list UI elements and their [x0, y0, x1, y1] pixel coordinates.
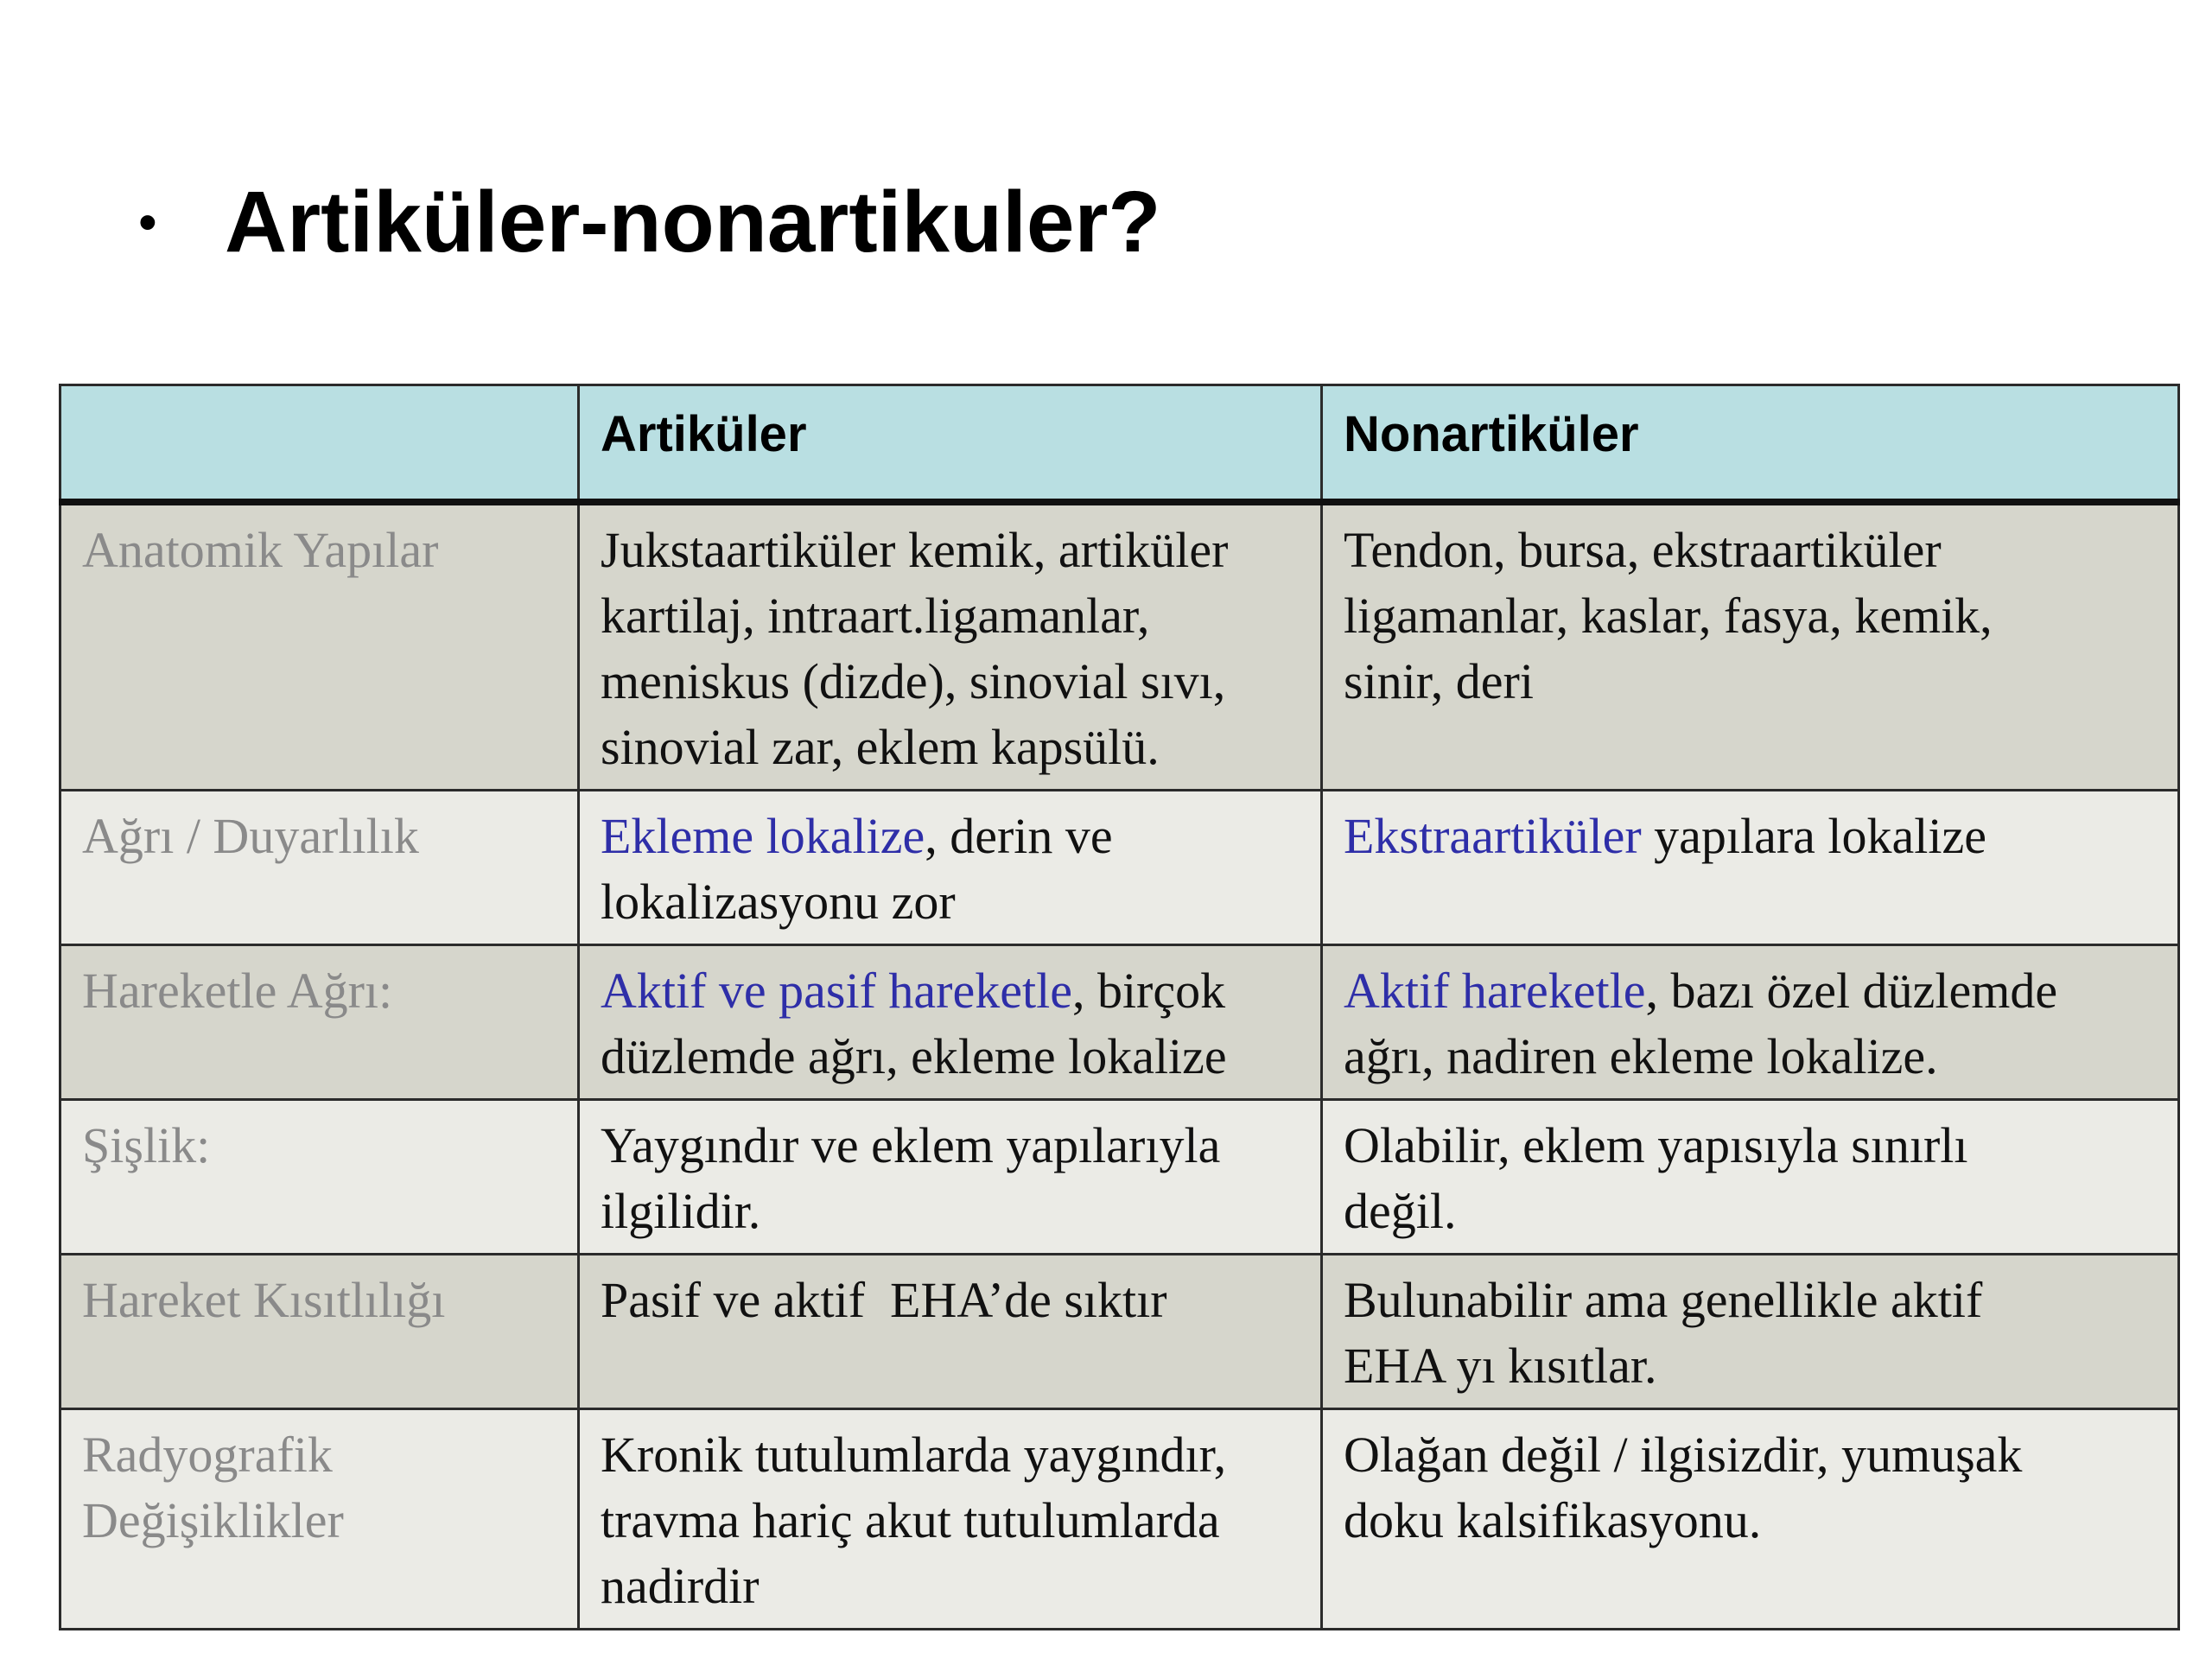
cell-line: travma hariç akut tutulumlarda: [601, 1492, 1220, 1548]
highlight-text: Ekleme lokalize: [601, 808, 925, 864]
row-label-text: Anatomik Yapılar: [82, 522, 439, 578]
comparison-table: [59, 384, 2180, 1630]
nonartikuler-cell: [1322, 502, 2179, 791]
cell-line: meniskus (dizde), sinovial sıvı,: [601, 653, 1226, 709]
highlight-text: Aktif ve pasif hareketle: [601, 963, 1072, 1019]
row-label: [60, 502, 579, 791]
cell-line: ağrı, nadiren ekleme lokalize.: [1344, 1028, 1938, 1084]
highlight-text: Aktif hareketle: [1344, 963, 1646, 1019]
cell-line: Olabilir, eklem yapısıyla sınırlı: [1344, 1117, 1968, 1173]
highlight-text: Ekstraartiküler: [1344, 808, 1642, 864]
cell-text: yapılara lokalize: [1641, 808, 1986, 864]
cell-line: [1344, 804, 2157, 869]
nonartikuler-cell: [1322, 945, 2179, 1100]
artikuler-cell: [579, 945, 1322, 1100]
cell-line: Kronik tutulumlarda yaygındır,: [601, 1427, 1227, 1483]
row-label: [60, 1100, 579, 1255]
cell-line: Tendon, bursa, ekstraartiküler: [1344, 522, 1942, 578]
row-label: [60, 1409, 579, 1630]
row-label-text: Şişlik:: [82, 1117, 211, 1173]
table-header-row: [60, 385, 2179, 503]
cell-line: ilgilidir.: [601, 1183, 761, 1239]
cell-line: doku kalsifikasyonu.: [1344, 1492, 1762, 1548]
cell-line: Bulunabilir ama genellikle aktif: [1344, 1272, 1983, 1328]
row-label: [60, 791, 579, 945]
artikuler-cell: [579, 791, 1322, 945]
header-nonartikuler: Nonartiküler: [1322, 385, 2179, 503]
row-label: [60, 945, 579, 1100]
cell-line: [1344, 958, 2157, 1024]
artikuler-cell: [579, 1100, 1322, 1255]
cell-line: lokalizasyonu zor: [601, 874, 956, 930]
cell-line: Olağan değil / ilgisizdir, yumuşak: [1344, 1427, 2023, 1483]
header-artikuler: Artiküler: [579, 385, 1322, 503]
nonartikuler-cell: [1322, 1255, 2179, 1409]
cell-line: ligamanlar, kaslar, fasya, kemik,: [1344, 588, 1993, 644]
artikuler-cell: [579, 1255, 1322, 1409]
title-row: [138, 173, 1161, 272]
artikuler-cell: [579, 502, 1322, 791]
row-label-text: Değişiklikler: [82, 1492, 344, 1548]
table-row: [60, 1409, 2179, 1630]
table-row: [60, 502, 2179, 791]
header-empty: [60, 385, 579, 503]
cell-line: [601, 958, 1300, 1024]
slide-title: Artiküler-nonartikuler?: [225, 174, 1161, 270]
table-row: [60, 1100, 2179, 1255]
row-label-text: Radyografik: [82, 1427, 333, 1483]
cell-line: [601, 804, 1300, 869]
cell-line: sinir, deri: [1344, 653, 1534, 709]
nonartikuler-cell: [1322, 1100, 2179, 1255]
cell-line: değil.: [1344, 1183, 1457, 1239]
bullet-point: •: [138, 193, 157, 252]
cell-text: , bazı özel düzlemde: [1645, 963, 2058, 1019]
cell-line: Yaygındır ve eklem yapılarıyla: [601, 1117, 1221, 1173]
row-label: [60, 1255, 579, 1409]
table-row: [60, 945, 2179, 1100]
cell-line: Pasif ve aktif EHA’de sıktır: [601, 1272, 1167, 1328]
table-row: [60, 1255, 2179, 1409]
table-row: [60, 791, 2179, 945]
cell-text: , birçok: [1071, 963, 1226, 1019]
cell-line: sinovial zar, eklem kapsülü.: [601, 719, 1160, 775]
cell-line: nadirdir: [601, 1558, 760, 1614]
row-label-text: Hareketle Ağrı:: [82, 963, 393, 1019]
cell-line: kartilaj, intraart.ligamanlar,: [601, 588, 1150, 644]
cell-line: düzlemde ağrı, ekleme lokalize: [601, 1028, 1227, 1084]
row-label-text: Hareket Kısıtlılığı: [82, 1272, 446, 1328]
nonartikuler-cell: [1322, 791, 2179, 945]
cell-line: EHA yı kısıtlar.: [1344, 1338, 1657, 1394]
artikuler-cell: [579, 1409, 1322, 1630]
cell-line: Jukstaartiküler kemik, artiküler: [601, 522, 1229, 578]
nonartikuler-cell: [1322, 1409, 2179, 1630]
cell-text: , derin ve: [925, 808, 1113, 864]
row-label-text: Ağrı / Duyarlılık: [82, 808, 419, 864]
